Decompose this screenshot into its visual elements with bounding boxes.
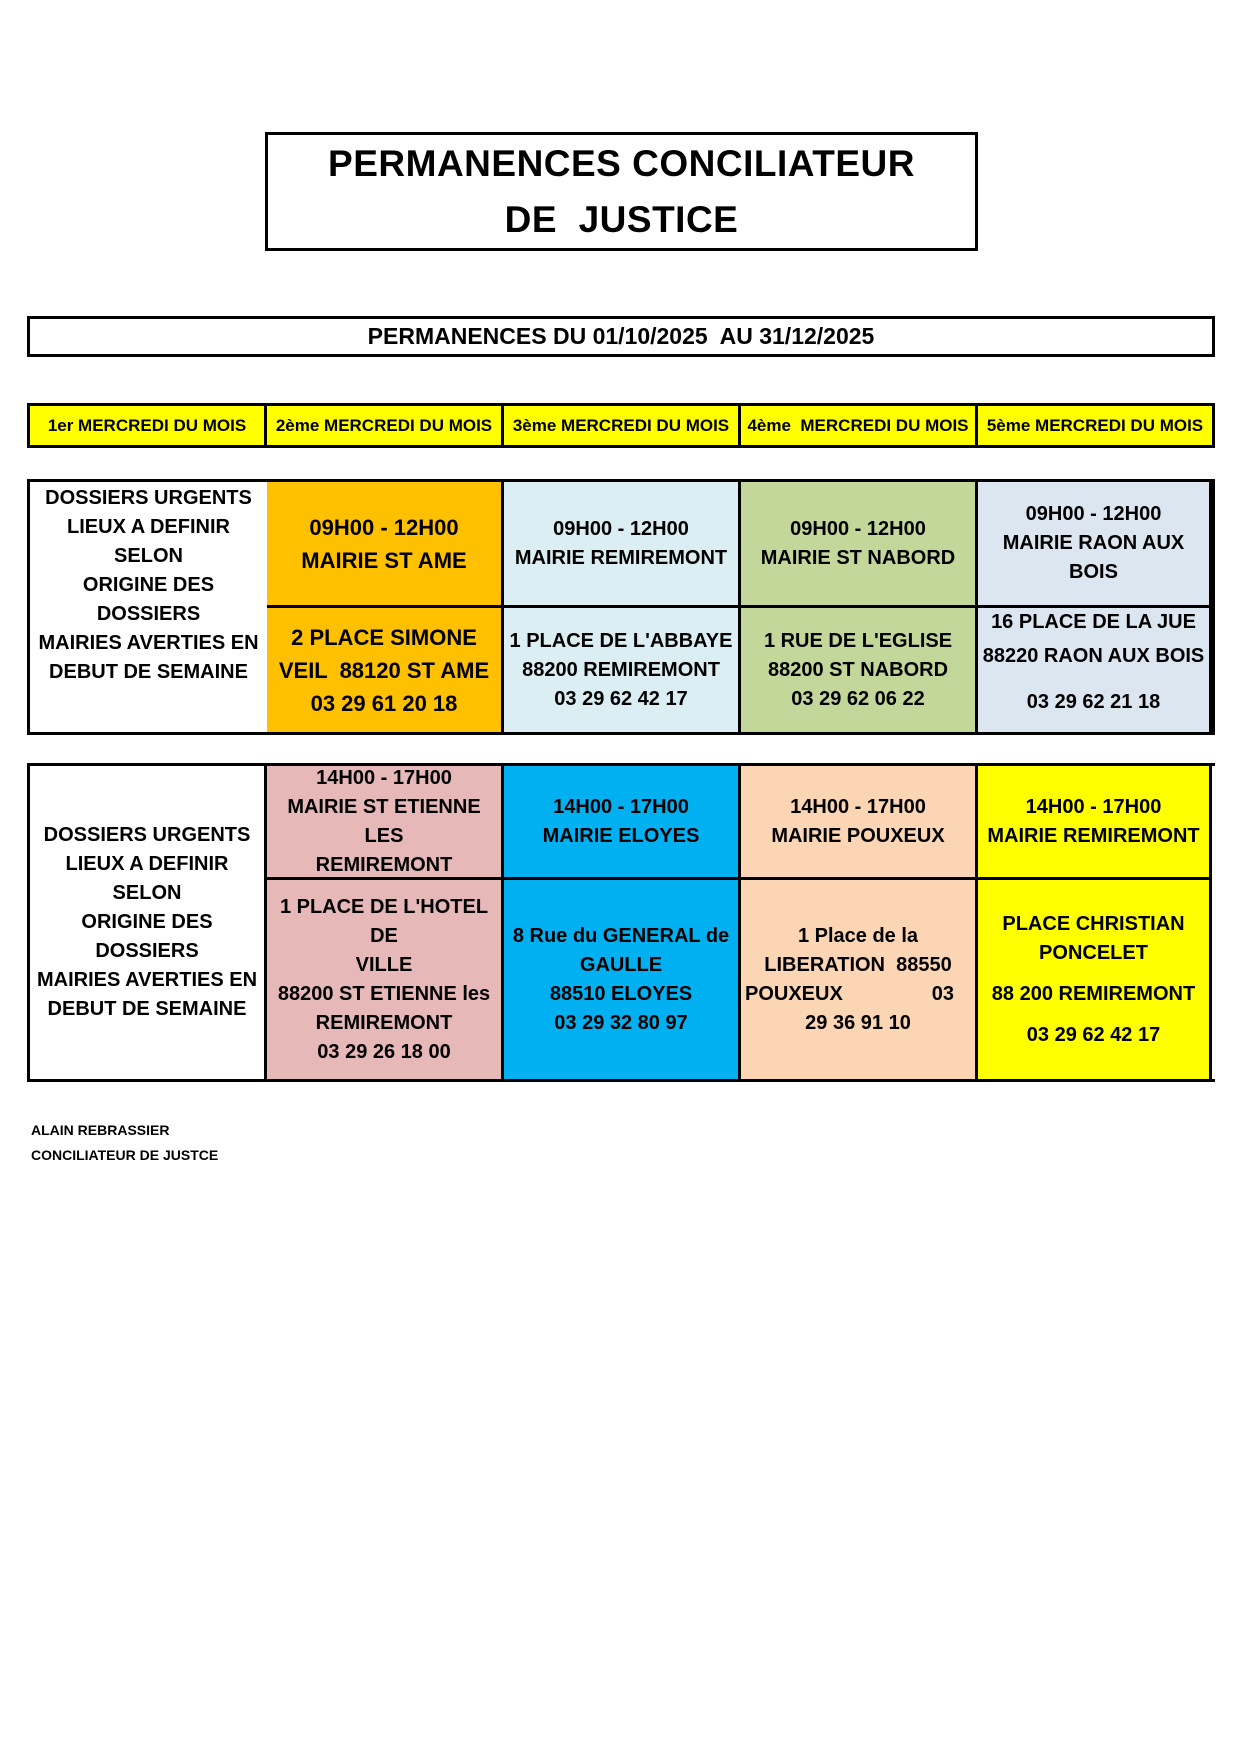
afternoon-fifth-wednesday [30, 766, 267, 1079]
footer-name: ALAIN REBRASSIER [31, 1122, 170, 1138]
afternoon-address-4 [978, 880, 1212, 1079]
header-cell-3: 3ème MERCREDI DU MOIS [504, 406, 741, 445]
slot-time: 14H00 - 17H00 [553, 795, 689, 818]
slot-place: MAIRIE POUXEUX [771, 824, 945, 847]
morning-address-3 [741, 608, 978, 732]
period-banner [27, 316, 1215, 357]
phone: 03 29 32 80 97 [554, 1011, 688, 1034]
address-line: 1 PLACE DE L'HOTEL DE [279, 895, 489, 947]
slot-place: MAIRIE RAON AUX BOIS [1002, 532, 1185, 583]
address-line: 88 200 REMIREMONT [991, 982, 1196, 1005]
address-line: 1 Place de la [797, 924, 919, 947]
morning-address-1 [267, 608, 504, 732]
slot-time: 09H00 - 12H00 [309, 514, 459, 540]
title-line-1: PERMANENCES CONCILIATEUR [328, 142, 915, 184]
slot-time: 14H00 - 17H00 [1025, 795, 1162, 818]
morning-slot-1 [267, 482, 504, 608]
address-line: 16 PLACE DE LA JUE [991, 611, 1196, 633]
header-row [27, 403, 1215, 448]
morning-slot-2 [504, 482, 741, 608]
address-line: PLACE CHRISTIAN [1002, 912, 1185, 935]
morning-slot-3 [741, 482, 978, 608]
fifth-line-4: MAIRIES AVERTIES EN [36, 969, 258, 991]
morning-block [27, 479, 1215, 735]
afternoon-address-2 [504, 880, 741, 1079]
slot-place: MAIRIE ST AME [301, 547, 467, 573]
address-line: 8 Rue du GENERAL de [512, 924, 730, 947]
fifth-line-1: DOSSIERS URGENTS [45, 487, 252, 509]
slot-time: 14H00 - 17H00 [316, 766, 452, 789]
header-cell-1: 1er MERCREDI DU MOIS [30, 406, 267, 445]
address-line: 88200 ST NABORD [767, 658, 949, 681]
phone: 03 29 62 21 18 [1026, 691, 1161, 713]
slot-time: 09H00 - 12H00 [790, 517, 926, 540]
slot-place: MAIRIE REMIREMONT [987, 824, 1200, 847]
address-line: 1 PLACE DE L'ABBAYE [509, 629, 733, 652]
footer-role: CONCILIATEUR DE JUSTCE [31, 1147, 219, 1163]
address-line: LIBERATION 88550 [764, 953, 952, 976]
phone: 03 29 61 20 18 [310, 690, 458, 716]
address-line: PONCELET [1039, 941, 1148, 964]
address-line: 2 PLACE SIMONE [291, 624, 477, 650]
afternoon-block [27, 763, 1215, 1082]
address-line: VEIL 88120 ST AME [278, 657, 490, 683]
address-line: 88510 ELOYES [549, 982, 693, 1005]
title-line-2: DE JUSTICE [504, 198, 739, 240]
fifth-line-3: ORIGINE DES DOSSIERS [81, 911, 213, 962]
fifth-line-4: MAIRIES AVERTIES EN [38, 632, 259, 654]
morning-address-2 [504, 608, 741, 732]
slot-place: MAIRIE ELOYES [542, 824, 700, 847]
slot-time: 14H00 - 17H00 [790, 795, 926, 818]
slot-time: 09H00 - 12H00 [553, 517, 689, 540]
afternoon-address-1 [267, 880, 504, 1079]
phone: 03 29 62 42 17 [1026, 1023, 1161, 1046]
phone: 03 29 62 42 17 [554, 687, 688, 710]
slot-place: MAIRIE ST ETIENNE LES [287, 795, 481, 847]
address-line: GAULLE [579, 953, 663, 976]
address-line: 88220 RAON AUX BOIS [982, 645, 1205, 667]
address-line: POUXEUX 03 [745, 982, 954, 1005]
afternoon-slot-1 [267, 766, 504, 880]
morning-slot-4 [978, 482, 1212, 608]
afternoon-address-3 [741, 880, 978, 1079]
morning-fifth-wednesday [30, 482, 267, 732]
address-line: 1 RUE DE L'EGLISE [763, 629, 953, 652]
phone: 03 29 62 06 22 [791, 687, 925, 710]
address-line: REMIREMONT [315, 1011, 453, 1034]
header-cell-5: 5ème MERCREDI DU MOIS [978, 406, 1212, 445]
period-text: PERMANENCES DU 01/10/2025 AU 31/12/2025 [367, 323, 875, 349]
fifth-line-3: ORIGINE DES DOSSIERS [82, 574, 215, 625]
slot-place: MAIRIE REMIREMONT [514, 546, 728, 569]
fifth-line-2: LIEUX A DEFINIR SELON [65, 853, 229, 904]
phone: 29 36 91 10 [805, 1011, 911, 1034]
fifth-line-1: DOSSIERS URGENTS [43, 824, 251, 846]
document-title [265, 132, 978, 251]
header-cell-4: 4ème MERCREDI DU MOIS [741, 406, 978, 445]
slot-place: MAIRIE ST NABORD [760, 546, 956, 569]
header-cell-2: 2ème MERCREDI DU MOIS [267, 406, 504, 445]
address-line: 88200 REMIREMONT [522, 658, 720, 681]
afternoon-slot-2 [504, 766, 741, 880]
afternoon-slot-3 [741, 766, 978, 880]
fifth-line-5: DEBUT DE SEMAINE [49, 661, 248, 683]
address-line: VILLE [355, 953, 413, 976]
slot-place: REMIREMONT [315, 853, 453, 876]
fifth-line-5: DEBUT DE SEMAINE [47, 998, 247, 1020]
slot-time: 09H00 - 12H00 [1025, 503, 1162, 525]
afternoon-slot-4 [978, 766, 1212, 880]
fifth-line-2: LIEUX A DEFINIR SELON [67, 516, 230, 567]
morning-address-4 [978, 608, 1212, 732]
phone: 03 29 26 18 00 [317, 1040, 451, 1063]
address-line: 88200 ST ETIENNE les [277, 982, 491, 1005]
